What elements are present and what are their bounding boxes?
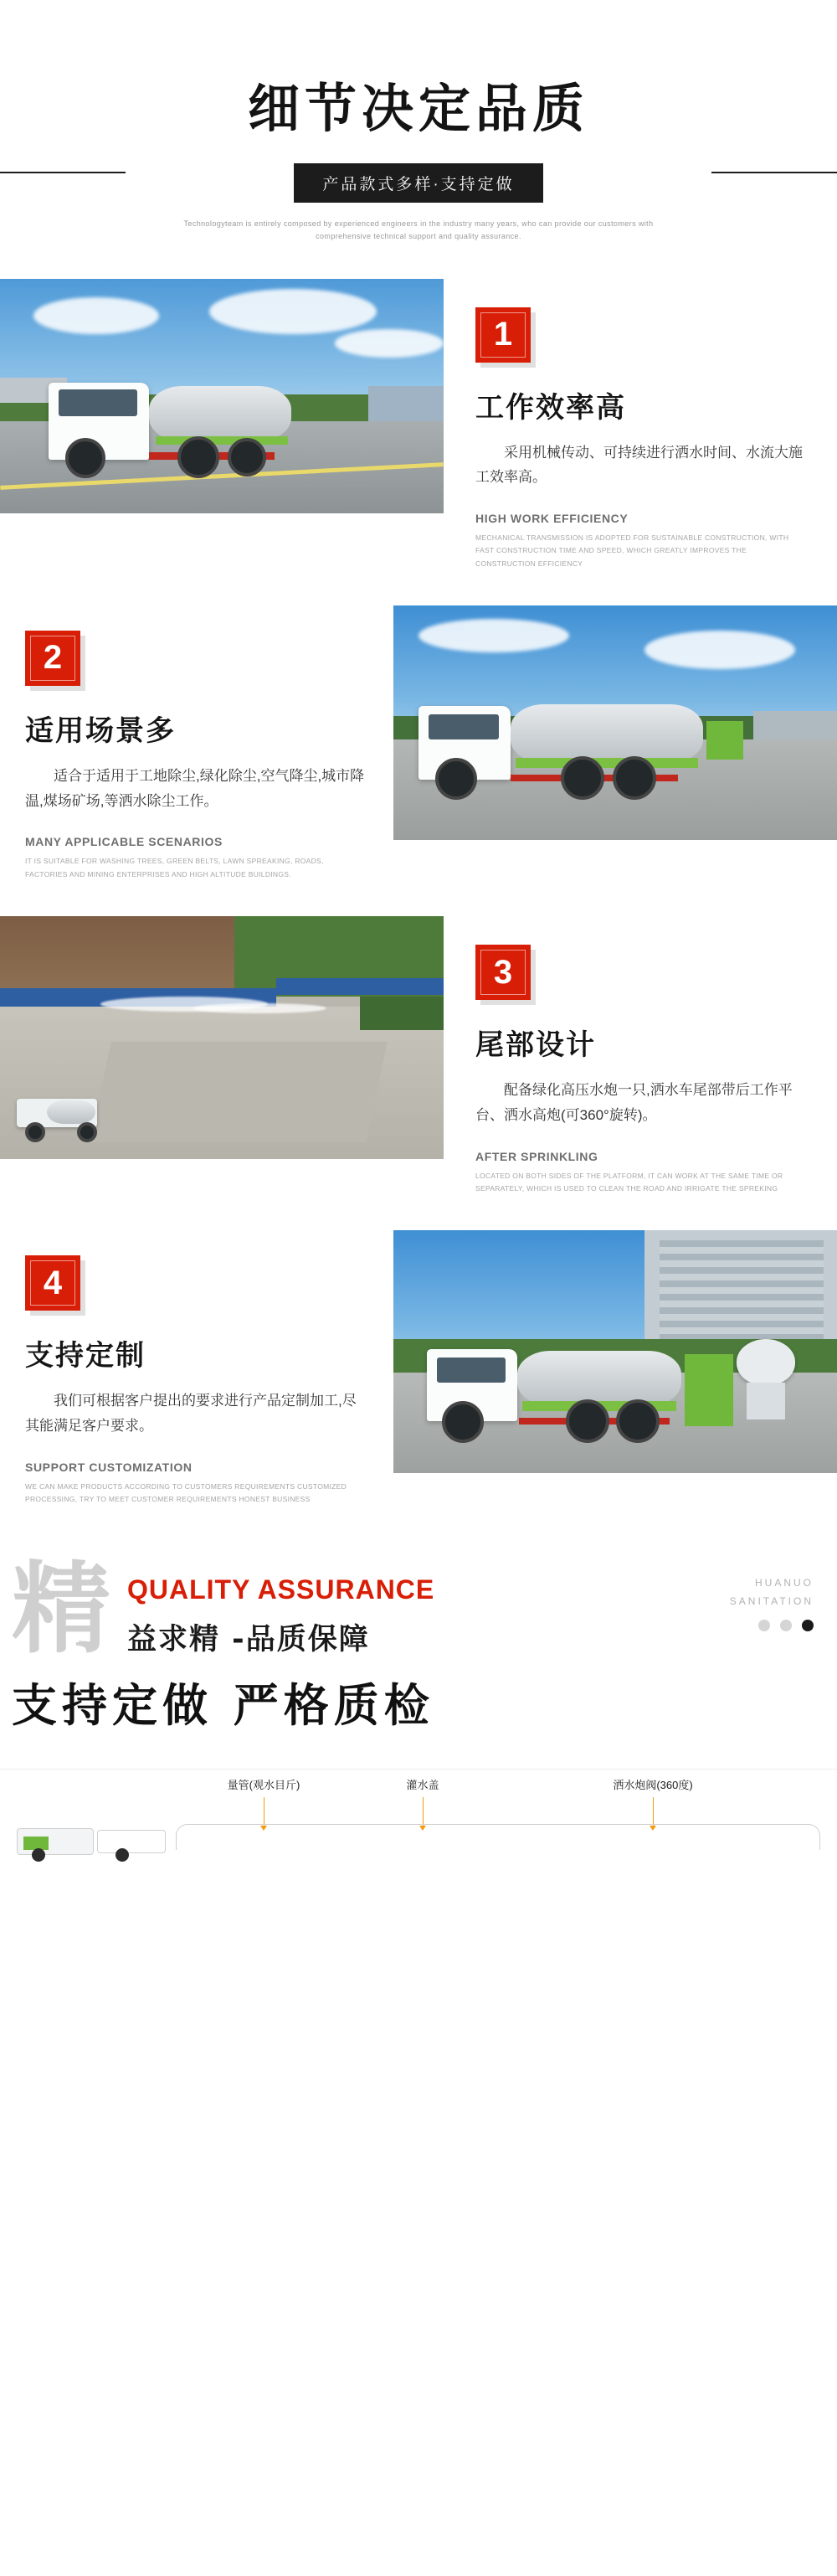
feature-1-image (0, 279, 444, 513)
pager-dot-2[interactable] (780, 1620, 792, 1631)
callout-3-label: 洒水炮阀(360度) (613, 1779, 693, 1792)
feature-1-text (444, 279, 837, 570)
feature-4-text (0, 1230, 393, 1506)
feature-2-title: 适用场景多 (25, 714, 176, 748)
brand-line-2: SANITATION (729, 1595, 814, 1607)
brand-mark (730, 1574, 814, 1610)
feature-2-number: 2 (25, 631, 80, 686)
subtitle-badge: 产品款式多样·支持定做 (294, 163, 542, 203)
callout-3-stem (653, 1797, 654, 1826)
banner-english-title: QUALITY ASSURANCE (127, 1574, 435, 1605)
feature-block-1 (0, 279, 837, 570)
feature-1-number: 1 (475, 307, 531, 363)
feature-2-body: 适合于适用于工地除尘,绿化除尘,空气降尘,城市降温,煤场矿场,等洒水除尘工作。 (25, 767, 365, 809)
feature-4-en-title: SUPPORT CUSTOMIZATION (25, 1460, 193, 1474)
divider-right (711, 172, 837, 173)
feature-3-image (0, 916, 444, 1159)
feature-3-body: 配备绿化高压水炮一只,洒水车尾部带后工作平台、洒水高炮(可360°旋转)。 (475, 1082, 793, 1123)
feature-2-en-title: MANY APPLICABLE SCENARIOS (25, 835, 223, 849)
callout-1-label: 量管(观水目斤) (227, 1779, 300, 1792)
page-header (0, 0, 837, 244)
feature-4-en-body: WE CAN MAKE PRODUCTS ACCORDING TO CUSTOMERS REQUIREMENTS CUSTOMIZED PROCESSING, TRY TO MEET CUSTOMER REQUIREMENTS HONEST BUSINESS (25, 1481, 347, 1503)
feature-4-image (393, 1230, 837, 1473)
diagram-tank-outline (176, 1824, 820, 1850)
feature-4-body: 我们可根据客户提出的要求进行产品定制加工,尽其能满足客户要求。 (25, 1393, 357, 1434)
feature-2-text (0, 605, 393, 881)
feature-3-number: 3 (475, 945, 531, 1000)
feature-4-title: 支持定制 (25, 1339, 146, 1373)
feature-3-text (444, 916, 837, 1195)
feature-3-en-body: LOCATED ON BOTH SIDES OF THE PLATFORM, IT CAN WORK AT THE SAME TIME OR SEPARATELY, WHICH IS USED TO CLEAN THE ROAD AND IRRIGATE THE SPREKING (475, 1171, 783, 1193)
feature-3-title: 尾部设计 (475, 1028, 596, 1063)
feature-block-4 (0, 1230, 837, 1506)
header-english-note: Technologyteam is entirely composed by experienced engineers in the industry many years, who can provide our customers with comprehensive technical support and quality assurance. (183, 219, 654, 241)
banner-big-char: 精 (12, 1551, 111, 1667)
page-title: 细节决定品质 (247, 78, 589, 139)
feature-2-image (393, 605, 837, 840)
callout-3 (586, 1776, 720, 1831)
feature-4-number: 4 (25, 1255, 80, 1311)
banner-chinese-title: 益求精 -品质保障 (127, 1623, 370, 1657)
feature-block-3 (0, 916, 837, 1195)
feature-3-en-title: AFTER SPRINKLING (475, 1149, 598, 1163)
divider-left (0, 172, 126, 173)
subtitle-row (0, 142, 837, 203)
callout-1 (213, 1776, 314, 1831)
callout-2-stem (423, 1797, 424, 1826)
feature-1-body: 采用机械传动、可持续进行洒水时间、水流大施工效率高。 (475, 444, 803, 486)
feature-1-en-title: HIGH WORK EFFICIENCY (475, 512, 629, 526)
pager-dots[interactable] (758, 1620, 814, 1631)
quality-banner (0, 1551, 837, 1760)
brand-line-1: HUANUO (754, 1577, 814, 1589)
diagram-truck-illustration (17, 1821, 167, 1862)
parts-diagram (0, 1769, 837, 1862)
pager-dot-3[interactable] (802, 1620, 814, 1631)
feature-1-title: 工作效率高 (475, 390, 626, 425)
feature-1-en-body: MECHANICAL TRANSMISSION IS ADOPTED FOR SUSTAINABLE CONSTRUCTION, WITH FAST CONSTRUCTION TIME AND SPEED, WHICH GREATLY IMPROVES THE CONSTRUCTION EFFICIENCY (475, 533, 789, 568)
feature-2-en-body: IT IS SUITABLE FOR WASHING TREES, GREEN BELTS, LAWN SPREAKING, ROADS, FACTORIES AND MINING ENTERPRISES AND HIGH ALTITUDE BUILDINGS. (25, 857, 324, 878)
pager-dot-1[interactable] (758, 1620, 770, 1631)
callout-2 (381, 1776, 465, 1831)
callout-2-label: 灌水盖 (406, 1779, 439, 1792)
feature-block-2 (0, 605, 837, 881)
banner-headline: 支持定做 严格质检 (12, 1679, 434, 1733)
